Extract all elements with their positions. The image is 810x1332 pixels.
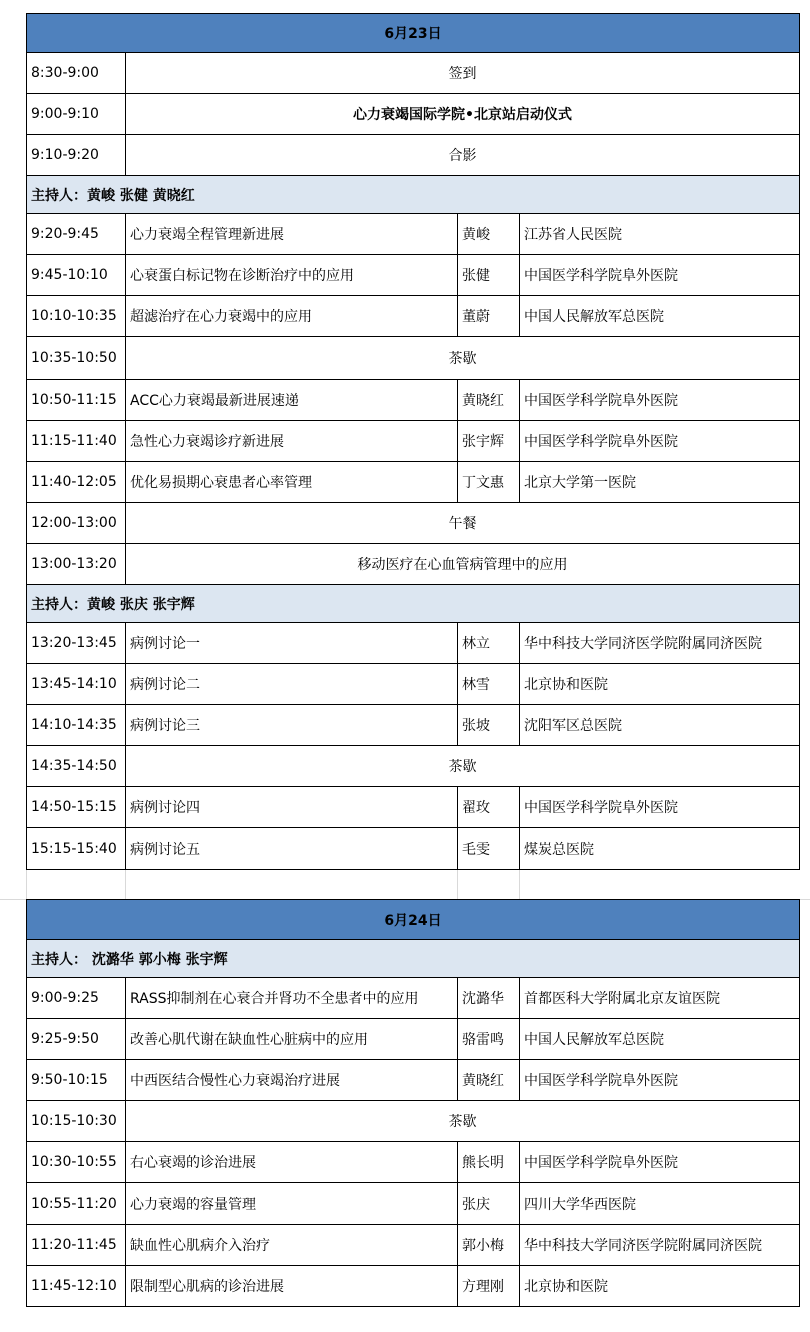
org-cell: 北京协和医院 [520, 664, 800, 705]
time-cell: 11:40-12:05 [27, 462, 126, 503]
time-cell: 10:15-10:30 [27, 1101, 126, 1142]
topic-cell: 限制型心肌病的诊治进展 [126, 1266, 458, 1307]
table-row [27, 1225, 800, 1266]
time-cell: 9:20-9:45 [27, 214, 126, 255]
speaker-cell: 沈潞华 [458, 978, 520, 1019]
topic-cell: 心衰蛋白标记物在诊断治疗中的应用 [126, 255, 458, 296]
org-cell: 中国医学科学院阜外医院 [520, 787, 800, 828]
table-row [27, 1266, 800, 1307]
table-row [27, 380, 800, 421]
org-cell: 北京大学第一医院 [520, 462, 800, 503]
topic-cell: 超滤治疗在心力衰竭中的应用 [126, 296, 458, 337]
org-cell: 煤炭总医院 [520, 828, 800, 870]
topic-cell: 心力衰竭的容量管理 [126, 1183, 458, 1225]
org-cell: 中国医学科学院阜外医院 [520, 1142, 800, 1183]
time-cell: 10:35-10:50 [27, 337, 126, 380]
table-row [27, 705, 800, 746]
speaker-cell: 张宇辉 [458, 421, 520, 462]
day1-title: 6月23日 [27, 14, 800, 53]
org-cell: 华中科技大学同济医学院附属同济医院 [520, 623, 800, 664]
table-row [27, 337, 800, 380]
table-row [27, 214, 800, 255]
speaker-cell: 郭小梅 [458, 1225, 520, 1266]
host-row: 主持人： 沈潞华 郭小梅 张宇辉 [27, 940, 800, 978]
table-row [27, 623, 800, 664]
topic-cell: 右心衰竭的诊治进展 [126, 1142, 458, 1183]
speaker-cell: 方理刚 [458, 1266, 520, 1307]
topic-cell: 病例讨论三 [126, 705, 458, 746]
time-cell: 13:45-14:10 [27, 664, 126, 705]
speaker-cell: 董蔚 [458, 296, 520, 337]
time-cell: 9:45-10:10 [27, 255, 126, 296]
day1-table [26, 13, 799, 870]
event-cell: 签到 [126, 53, 800, 94]
table-row [27, 255, 800, 296]
table-row [27, 135, 800, 176]
time-cell: 11:15-11:40 [27, 421, 126, 462]
time-cell: 13:20-13:45 [27, 623, 126, 664]
table-row [27, 421, 800, 462]
time-cell: 14:35-14:50 [27, 746, 126, 787]
speaker-cell: 张健 [458, 255, 520, 296]
speaker-cell: 林立 [458, 623, 520, 664]
org-cell: 中国人民解放军总医院 [520, 1019, 800, 1060]
topic-cell: 病例讨论一 [126, 623, 458, 664]
time-cell: 10:55-11:20 [27, 1183, 126, 1225]
time-cell: 9:10-9:20 [27, 135, 126, 176]
speaker-cell: 黄晓红 [458, 380, 520, 421]
time-cell: 9:25-9:50 [27, 1019, 126, 1060]
time-cell: 13:00-13:20 [27, 544, 126, 585]
org-cell: 中国医学科学院阜外医院 [520, 1060, 800, 1101]
day2-title: 6月24日 [27, 900, 800, 940]
table-row [27, 1019, 800, 1060]
topic-cell: 改善心肌代谢在缺血性心脏病中的应用 [126, 1019, 458, 1060]
speaker-cell: 骆雷鸣 [458, 1019, 520, 1060]
time-cell: 8:30-9:00 [27, 53, 126, 94]
speaker-cell: 张坡 [458, 705, 520, 746]
org-cell: 中国医学科学院阜外医院 [520, 421, 800, 462]
speaker-cell: 林雪 [458, 664, 520, 705]
table-row [27, 746, 800, 787]
topic-cell: 病例讨论五 [126, 828, 458, 870]
time-cell: 12:00-13:00 [27, 503, 126, 544]
event-cell: 茶歇 [126, 746, 800, 787]
topic-cell: 急性心力衰竭诊疗新进展 [126, 421, 458, 462]
table-row [27, 828, 800, 870]
org-cell: 中国医学科学院阜外医院 [520, 380, 800, 421]
time-cell: 11:20-11:45 [27, 1225, 126, 1266]
event-cell: 茶歇 [126, 1101, 800, 1142]
table-row [27, 296, 800, 337]
table-row [27, 787, 800, 828]
event-cell: 合影 [126, 135, 800, 176]
table-row [27, 664, 800, 705]
table-row [27, 978, 800, 1019]
time-cell: 10:10-10:35 [27, 296, 126, 337]
time-cell: 15:15-15:40 [27, 828, 126, 870]
time-cell: 10:30-10:55 [27, 1142, 126, 1183]
table-row [27, 94, 800, 135]
time-cell: 14:50-15:15 [27, 787, 126, 828]
speaker-cell: 张庆 [458, 1183, 520, 1225]
topic-cell: 中西医结合慢性心力衰竭治疗进展 [126, 1060, 458, 1101]
org-cell: 中国医学科学院阜外医院 [520, 255, 800, 296]
speaker-cell: 翟玫 [458, 787, 520, 828]
org-cell: 四川大学华西医院 [520, 1183, 800, 1225]
table-row [27, 544, 800, 585]
time-cell: 9:50-10:15 [27, 1060, 126, 1101]
topic-cell: 优化易损期心衰患者心率管理 [126, 462, 458, 503]
event-cell: 心力衰竭国际学院•北京站启动仪式 [126, 94, 800, 135]
table-row [27, 462, 800, 503]
time-cell: 11:45-12:10 [27, 1266, 126, 1307]
event-cell: 茶歇 [126, 337, 800, 380]
event-cell: 午餐 [126, 503, 800, 544]
table-row [27, 1060, 800, 1101]
table-row [27, 1101, 800, 1142]
host-row: 主持人：黄峻 张庆 张宇辉 [27, 585, 800, 623]
topic-cell: 缺血性心肌病介入治疗 [126, 1225, 458, 1266]
topic-cell: ACC心力衰竭最新进展速递 [126, 380, 458, 421]
topic-cell: 病例讨论四 [126, 787, 458, 828]
time-cell: 9:00-9:10 [27, 94, 126, 135]
day2-table [26, 899, 799, 1307]
event-cell: 移动医疗在心血管病管理中的应用 [126, 544, 800, 585]
table-row [27, 53, 800, 94]
topic-cell: 病例讨论二 [126, 664, 458, 705]
org-cell: 江苏省人民医院 [520, 214, 800, 255]
speaker-cell: 黄晓红 [458, 1060, 520, 1101]
speaker-cell: 黄峻 [458, 214, 520, 255]
time-cell: 14:10-14:35 [27, 705, 126, 746]
table-row [27, 1183, 800, 1225]
speaker-cell: 丁文惠 [458, 462, 520, 503]
org-cell: 沈阳军区总医院 [520, 705, 800, 746]
host-row: 主持人：黄峻 张健 黄晓红 [27, 176, 800, 214]
speaker-cell: 熊长明 [458, 1142, 520, 1183]
speaker-cell: 毛雯 [458, 828, 520, 870]
time-cell: 10:50-11:15 [27, 380, 126, 421]
org-cell: 北京协和医院 [520, 1266, 800, 1307]
table-row [27, 1142, 800, 1183]
org-cell: 华中科技大学同济医学院附属同济医院 [520, 1225, 800, 1266]
org-cell: 首都医科大学附属北京友谊医院 [520, 978, 800, 1019]
time-cell: 9:00-9:25 [27, 978, 126, 1019]
topic-cell: 心力衰竭全程管理新进展 [126, 214, 458, 255]
topic-cell: RASS抑制剂在心衰合并肾功不全患者中的应用 [126, 978, 458, 1019]
org-cell: 中国人民解放军总医院 [520, 296, 800, 337]
table-row [27, 503, 800, 544]
